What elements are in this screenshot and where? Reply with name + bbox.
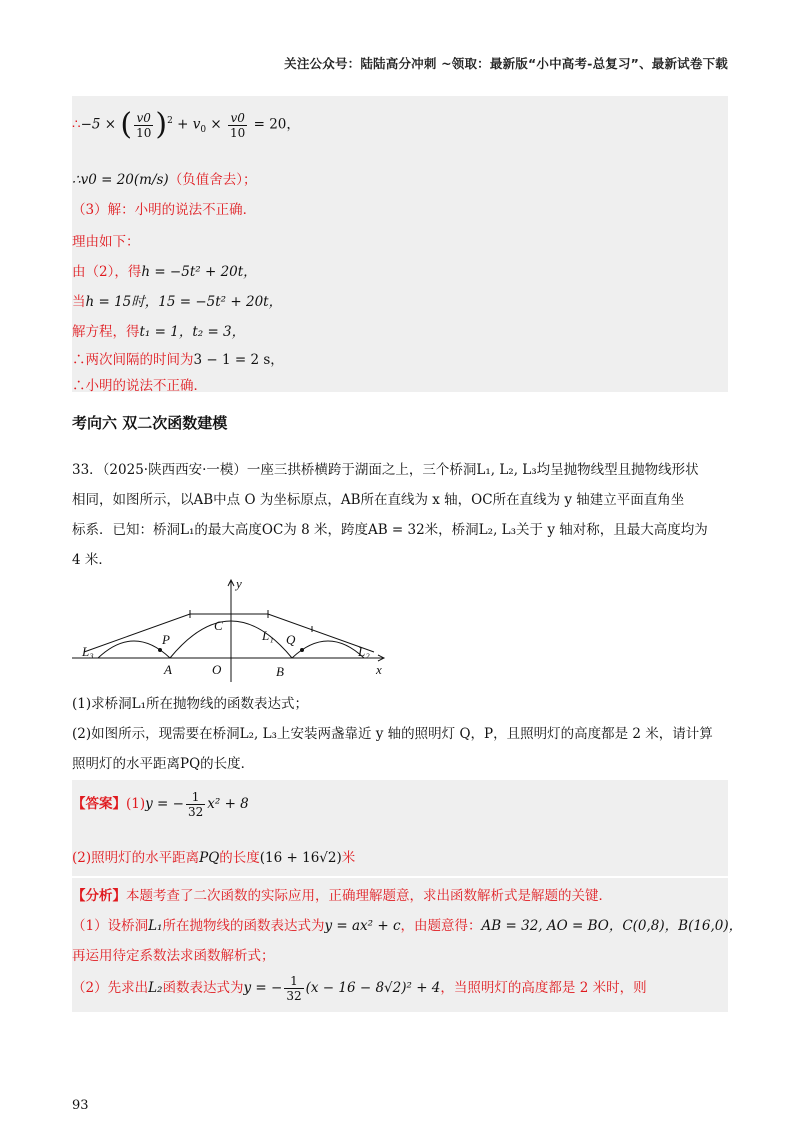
solution-line-6: 当h = 15时，15 = −5t² + 20t，	[72, 294, 283, 310]
question-line-2: 相同，如图所示，以AB中点 O 为坐标原点，AB所在直线为 x 轴，OC所在直线为 y 轴建立平面直角坐	[72, 492, 685, 508]
solution-line-5: 由（2），得h = −5t² + 20t，	[72, 264, 257, 280]
analysis-line-1: 【分析】本题考查了二次函数的实际应用，正确理解题意，求出函数解析式是解题的关键．	[72, 888, 612, 904]
label-y: y	[236, 576, 242, 591]
label-l1: L₁	[262, 628, 274, 643]
lamp-p	[158, 648, 162, 652]
analysis-line-4: （2）先求出L₂函数表达式为y = − $\frac{1}{32}$ (x − 16 − 8√2)² + 4，当照明灯的高度都是 2 米时，则	[72, 974, 647, 1003]
solution-line-4: 理由如下：	[72, 234, 140, 250]
question-line-1: 33．（2025·陕西西安·一模）一座三拱桥横跨于湖面之上，三个桥洞L₁, L₂, L₃均呈抛物线型且抛物线形状	[72, 462, 699, 478]
sub-question-3: 照明灯的水平距离PQ的长度．	[72, 756, 255, 772]
lamp-q	[300, 648, 304, 652]
question-line-3: 标系．已知：桥洞L₁的最大高度OC为 8 米，跨度AB = 32米，桥洞L₂, L₃关于 y 轴对称，且最大高度均为	[72, 522, 708, 538]
label-a: A	[164, 662, 172, 677]
sub-question-2: (2)如图所示，现需要在桥洞L₂, L₃上安装两盏靠近 y 轴的照明灯 Q，P，且照明灯的高度都是 2 米，请计算	[72, 726, 713, 742]
bridge-figure	[72, 574, 402, 682]
analysis-line-2: （1）设桥洞L₁所在抛物线的函数表达式为y = ax² + c，由题意得：AB = 32, AO = BO，C(0,8)，B(16,0)，	[72, 918, 743, 934]
answer-line-2: (2)照明灯的水平距离PQ的长度(16 + 16√2)米	[72, 850, 356, 866]
page-header: 关注公众号：陆陆高分冲刺 ~领取：最新版“小中高考-总复习”、最新试卷下载	[284, 56, 728, 71]
solution-block	[72, 96, 728, 392]
label-b: B	[276, 664, 284, 679]
question-line-4: 4 米．	[72, 552, 112, 568]
label-l3: L₃	[82, 644, 94, 659]
solution-line-2: ∴v0 = 20(m/s)（负值舍去）；	[72, 172, 257, 188]
answer-line-1: 【答案】(1)y = − $\frac{1}{32}$ x² + 8	[72, 790, 249, 819]
sub-question-1: (1)求桥洞L₁所在抛物线的函数表达式；	[72, 696, 308, 712]
analysis-block	[72, 878, 743, 1012]
label-q: Q	[286, 632, 296, 647]
solution-line-3: （3）解：小明的说法不正确．	[72, 202, 257, 218]
solution-line-1: ∴−5 × ( $\frac{v0}{10}$ )$^2 + v_0$ × $\frac{v0}{10}$ = 20，	[72, 107, 300, 142]
solution-line-8: ∴两次间隔的时间为3 − 1 = 2 s，	[72, 352, 284, 368]
solution-line-7: 解方程，得t₁ = 1，t₂ = 3，	[72, 324, 246, 340]
label-l2: L₂	[358, 644, 370, 659]
analysis-line-3: 再运用待定系数法求函数解析式；	[72, 948, 275, 964]
label-c: C	[214, 618, 223, 633]
label-p: P	[162, 632, 170, 647]
bridge-deck	[84, 614, 374, 652]
solution-line-9: ∴小明的说法不正确．	[72, 378, 207, 394]
label-o: O	[212, 662, 222, 677]
answer-block	[72, 780, 728, 876]
label-x: x	[376, 662, 382, 677]
page-number: 93	[72, 1098, 89, 1113]
section-title: 考向六 双二次函数建模	[72, 414, 228, 432]
